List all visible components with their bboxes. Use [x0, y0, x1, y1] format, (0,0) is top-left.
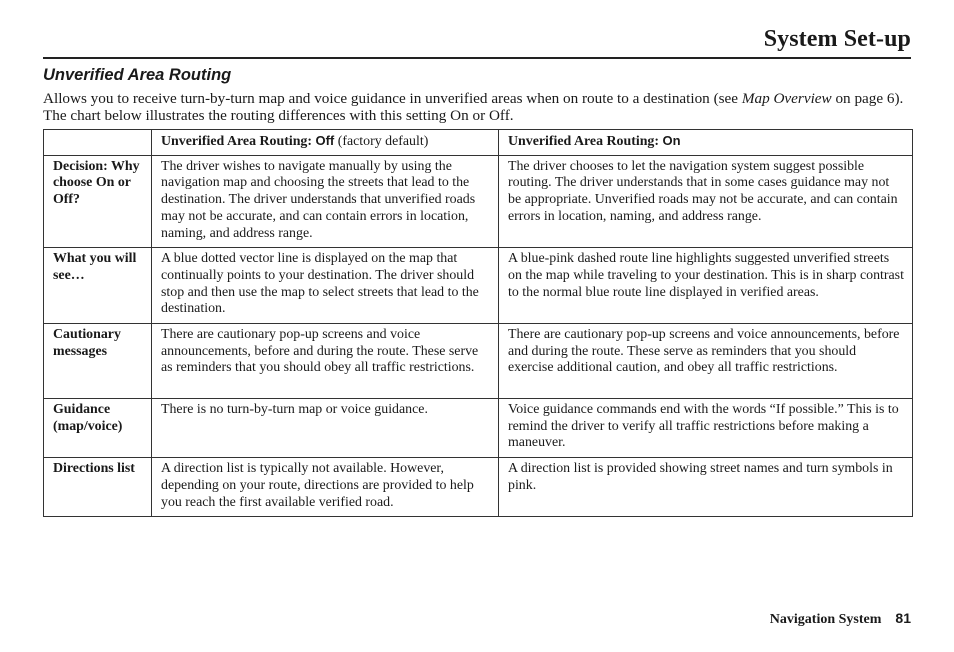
off-cell: The driver wishes to navigate manually by using the navigation map and choosing the streets that lead to the destination. The driver understands that unverified roads may not be accurate, and can contain errors in location, naming, and address range. — [152, 155, 499, 248]
off-cell: There is no turn-by-turn map or voice guidance. — [152, 399, 499, 458]
on-cell: The driver chooses to let the navigation system suggest possible routing. The driver understands that in some cases guidance may not be appropriate. Unverified roads may not be accurate, and can contain errors in location, naming, and address range. — [499, 155, 913, 248]
intro-text-end: on page 6). The chart below illustrates the routing differences with this setting On or Off. — [43, 90, 904, 124]
intro-text-start: Allows you to receive turn-by-turn map and voice guidance in unverified areas when on route to a destination (see — [43, 90, 742, 107]
row-label: Cautionary messages — [44, 324, 152, 399]
section-title: Unverified Area Routing — [43, 66, 232, 84]
on-cell: Voice guidance commands end with the words “If possible.” This is to remind the driver to verify all traffic restrictions before making a maneuver. — [499, 399, 913, 458]
header-empty-cell — [44, 130, 152, 156]
routing-comparison-table — [43, 129, 913, 517]
header-off-value: Off — [315, 133, 335, 148]
row-label: Directions list — [44, 458, 152, 517]
page-number: 81 — [895, 610, 911, 626]
table-header-row — [44, 130, 913, 156]
table-row — [44, 155, 913, 248]
intro-paragraph — [43, 90, 911, 124]
table-row — [44, 399, 913, 458]
on-cell: A direction list is provided showing street names and turn symbols in pink. — [499, 458, 913, 517]
map-overview-reference: Map Overview — [741, 90, 832, 107]
footer-section-name: Navigation System — [769, 612, 882, 627]
on-cell: There are cautionary pop-up screens and voice announcements, before and during the route. These serve as reminders that you should exercise additional caution, and obey all traffic restrictions. — [499, 324, 913, 399]
page-header — [43, 22, 911, 59]
page-title: System Set-up — [763, 26, 911, 52]
row-label: Decision: Why choose On or Off? — [44, 155, 152, 248]
header-off-prefix: Unverified Area Routing: — [161, 134, 316, 149]
off-cell: A direction list is typically not available. However, depending on your route, directions are provided to help you reach the first available verified road. — [152, 458, 499, 517]
row-label: What you will see… — [44, 248, 152, 324]
table-row — [44, 248, 913, 324]
header-on-value: On — [662, 133, 681, 148]
table-row — [44, 324, 913, 399]
off-cell: A blue dotted vector line is displayed on the map that continually points to your destination. The driver should stop and then use the map to select streets that lead to the destination. — [152, 248, 499, 324]
table-row — [44, 458, 913, 517]
header-on-column — [499, 130, 913, 156]
header-on-prefix: Unverified Area Routing: — [508, 134, 663, 149]
page-footer — [770, 610, 911, 628]
header-off-suffix: (factory default) — [334, 134, 429, 149]
header-off-column — [152, 130, 499, 156]
row-label: Guidance (map/voice) — [44, 399, 152, 458]
on-cell: A blue-pink dashed route line highlights suggested unverified streets on the map while traveling to your destination. This is in sharp contrast to the normal blue route line displayed in verified areas. — [499, 248, 913, 324]
off-cell: There are cautionary pop-up screens and voice announcements, before and during the route. These serve as reminders that you should obey all traffic restrictions. — [152, 324, 499, 399]
